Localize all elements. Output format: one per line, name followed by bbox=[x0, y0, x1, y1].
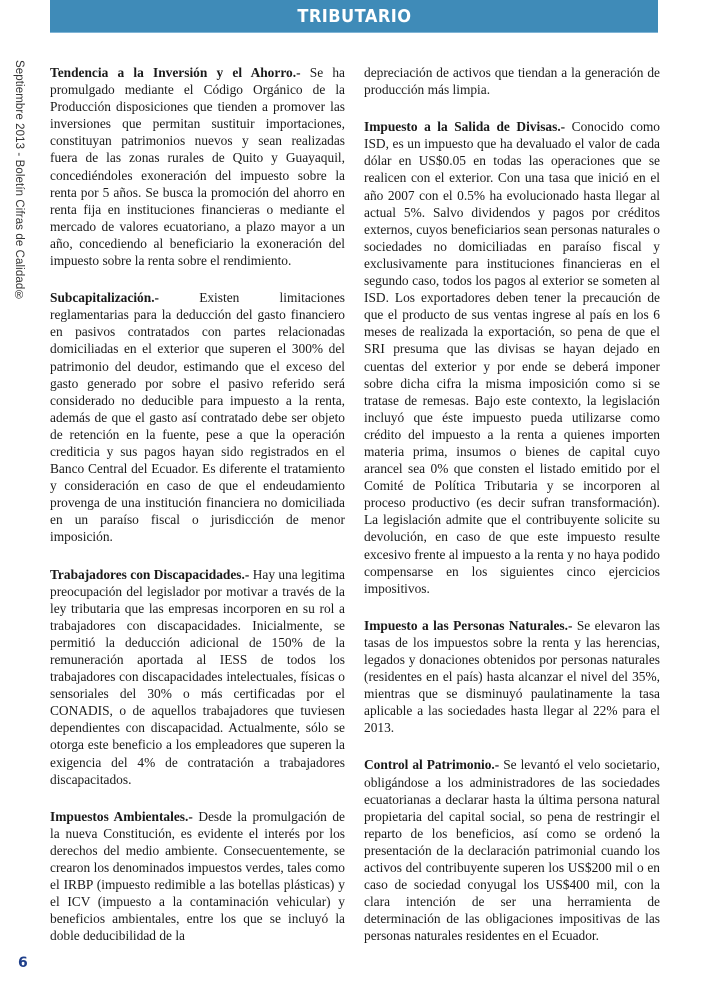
left-column bbox=[50, 64, 345, 962]
paragraph-title: Control al Patrimonio.- bbox=[364, 757, 500, 773]
paragraph-body: Existen limitaciones reglamentarias para la deducción del gasto financiero en pasivos contratados con partes relacionadas domiciliadas en el exterior que superen el 300% del patrimonio del deudor, estimando que el exceso del gasto generado por sobre el pasivo referido será considerado no deducible para impuesto a la renta, además de que el gasto así contratado debe ser objeto de retención en la fuente, pese a que la operación crediticia y sus pagos hayan sido registrados en el Banco Central del Ecuador. Es diferente el tratamiento y consideración en caso de que el endeudamiento provenga de una institución financiera no domiciliada en un paraíso fiscal o jurisdicción de menor imposición. bbox=[50, 290, 345, 545]
paragraph-title: Subcapitalización.- bbox=[50, 290, 159, 306]
paragraph-body: Se ha promulgado mediante el Código Orgánico de la Producción disposiciones que tienden a promover las inversiones que permitan sustituir importaciones, constituyan patrimonios nuevos y sean realizadas fuera de las zonas rurales de Quito y Guayaquil, concediéndoles exoneración del impuesto sobre la renta por 5 años. Se busca la promoción del ahorro en renta fija en instituciones financieras o mediante el mercado de valores ecuatoriano, a plazo mayor a un año, concediendo al beneficiario la exoneración del impuesto sobre la renta sobre el rendimiento. bbox=[50, 65, 345, 269]
paragraph-body: Desde la promulgación de la nueva Constitución, es evidente el interés por los derechos del medio ambiente. Consecuentemente, se crearon los denominados impuestos verdes, tales como el IRBP (impuesto redimible a las botellas plásticas) y el ICV (impuesto a la contaminación vehicular) y beneficios ambientales, entre los que se incluyó la doble deducibilidad de la bbox=[50, 808, 346, 944]
paragraph-impuestos-ambientales bbox=[50, 808, 345, 945]
paragraph-body: depreciación de activos que tiendan a la generación de producción más limpia. bbox=[364, 65, 660, 98]
paragraph-subcapitalizacion bbox=[50, 289, 345, 545]
page-number: 6 bbox=[18, 955, 28, 971]
paragraph-title: Impuesto a la Salida de Divisas.- bbox=[364, 119, 566, 135]
paragraph-body: Se elevaron las tasas de los impuestos sobre la renta y las herencias, legados y donaciones obtenidos por personas naturales (residentes en el país) hasta alcanzar el nivel del 35%, mientras que se disminuyó paulatinamente la tasa aplicable a las sociedades hasta llegar al 22% para el 2013. bbox=[364, 617, 660, 736]
paragraph-control-patrimonio bbox=[364, 756, 660, 944]
section-header bbox=[50, 0, 658, 33]
publication-side-label: Septiembre 2013 - Boletín Cifras de Calidad® bbox=[13, 60, 25, 302]
paragraph-inversion-ahorro bbox=[50, 64, 345, 269]
paragraph-salida-divisas bbox=[364, 118, 660, 597]
paragraph-body: Conocido como ISD, es un impuesto que ha devaluado el valor de cada dólar en US$0.05 en todas las operaciones que se realicen con el exterior. Con una tasa que inició en el año 2007 con el 0.5% ha evolucionado hasta llegar al actual 5%. Salvo dividendos y pagos por créditos externos, cuyos beneficiarios sean personas naturales o sociedades no domiciliadas en paraíso fiscal y exclusivamente para instituciones financieras en el segundo caso, todos los pagos al exterior se someten al ISD. Los exportadores deben tener la precaución de que el producto de sus ventas ingrese al país en los 6 meses de realizada la exportación, so pena de que el SRI presuma que las divisas se hayan dejado en cuentas del exterior y por ende se deberá imponer sobre dicha cifra la misma imposición como si se tratase de remesas. Bajo este contexto, la legislación incluyó que éste impuesto pueda utilizarse como crédito del impuesto a la renta a quienes importen materia prima, insumos o bienes de capital cuyo arancel sea 0% que consten el listado emitido por el Comité de Política Tributaria y se incorporen al proceso productivo (es decir sufran transformación). La legislación admite que el contribuyente solicite su devolución, en caso de que este impuesto resulte excesivo frente al impuesto a la renta y no haya podido compensarse en los siguientes cinco ejercicios impositivos. bbox=[364, 119, 660, 596]
paragraph-trabajadores-discapacidades bbox=[50, 566, 345, 788]
paragraph-personas-naturales bbox=[364, 617, 660, 737]
paragraph-title: Impuesto a las Personas Naturales.- bbox=[364, 617, 573, 633]
paragraph-body: Hay una legitima preocupación del legislador por motivar a través de la ley tributaria que las empresas incorporen en su rol a trabajadores con discapacidades. Inicialmente, se permitió la deducción adicional de 150% de la remuneración aportada al IESS de todos los trabajadores con discapacidades intelectuales, físicas o sensoriales del 30% o más certificadas por el CONADIS, o de aquellos trabajadores que tuviesen dependientes con discapacidad. Actualmente, sólo se otorga este beneficio a los empleadores que superen la exigencia del 4% de contratación a trabajadores discapacitados. bbox=[50, 566, 345, 787]
paragraph-title: Tendencia a la Inversión y el Ahorro.- bbox=[50, 65, 301, 80]
paragraph-title: Impuestos Ambientales.- bbox=[50, 808, 193, 824]
paragraph-body: Se levantó el velo societario, obligándose a los administradores de las sociedades ecuatorianas a declarar hasta la última persona natural propietaria del capital social, so pena de restringir el reparto de los beneficios, así como se ordenó la presentación de la declaración patrimonial cuando los activos del contribuyente superen los US$200 mil o en caso de sociedad conyugal los US$400 mil, con la clara intención de ser una herramienta de determinación de las obligaciones impositivas de las personas naturales residentes en el Ecuador. bbox=[364, 757, 660, 944]
paragraph-continuation bbox=[364, 64, 660, 98]
right-column bbox=[364, 64, 660, 962]
paragraph-title: Trabajadores con Discapacidades.- bbox=[50, 566, 250, 582]
section-title: TRIBUTARIO bbox=[296, 5, 412, 27]
